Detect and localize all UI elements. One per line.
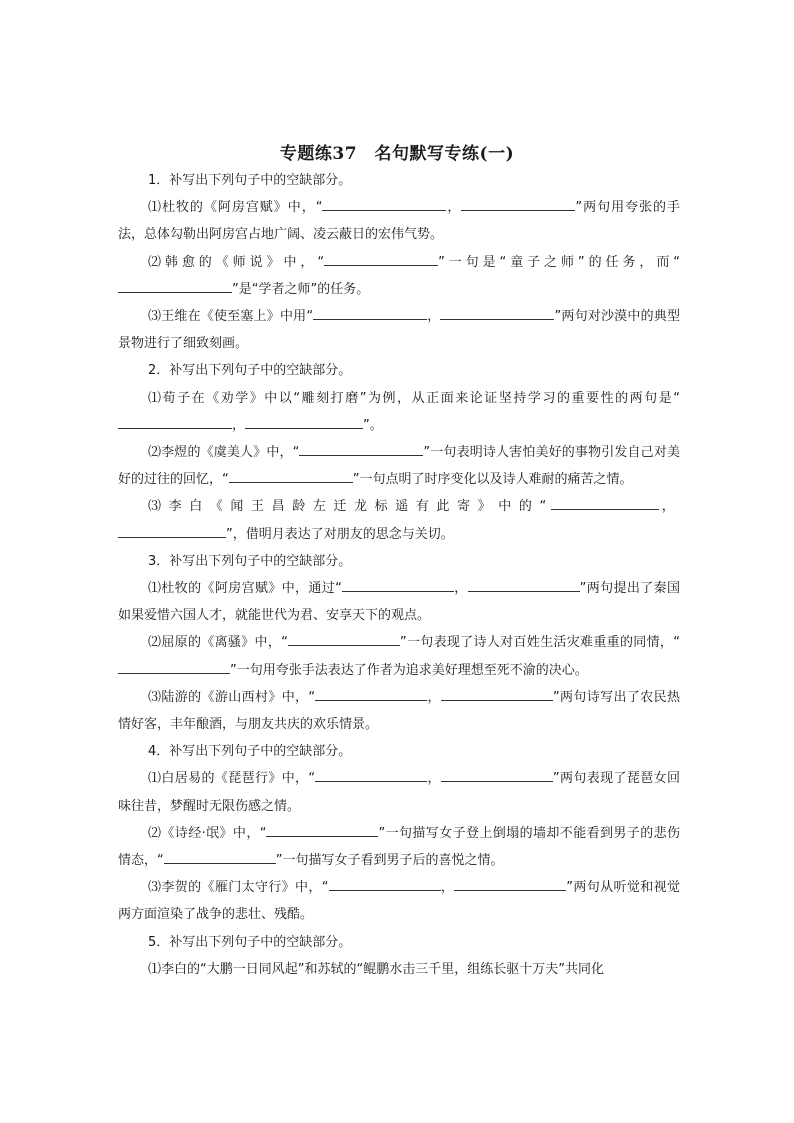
answer-blank[interactable] bbox=[441, 686, 553, 701]
item-text: ”一句表现了诗人对百姓生活灾难重重的同情，“ bbox=[399, 635, 680, 651]
item-text: ”一句点明了时序变化以及诗人难耐的痛苦之情。 bbox=[352, 472, 633, 488]
question-2-item-2 bbox=[118, 439, 680, 493]
answer-blank[interactable] bbox=[118, 659, 230, 674]
answer-blank[interactable] bbox=[245, 414, 363, 429]
answer-blank[interactable] bbox=[454, 876, 566, 891]
item-text: ⑶李白《闻王昌龄左迁龙标遥有此寄》中的“ bbox=[148, 499, 552, 515]
answer-blank[interactable] bbox=[468, 577, 580, 592]
item-text: ⑶王维在《使至塞上》中用“ bbox=[148, 309, 314, 325]
question-2-item-3 bbox=[118, 493, 680, 547]
item-text: ”两句诗写出了农民热情好客，丰年酿酒，与朋友共庆的欢乐情景。 bbox=[118, 689, 680, 733]
question-4-item-3 bbox=[118, 874, 680, 928]
item-text: ， bbox=[427, 771, 441, 787]
question-3-item-2 bbox=[118, 629, 680, 683]
answer-blank[interactable] bbox=[322, 196, 446, 211]
answer-blank[interactable] bbox=[229, 468, 353, 483]
item-text: ⑴杜牧的《阿房宫赋》中，通过“ bbox=[148, 581, 342, 597]
item-text: ⑵韩愈的《师说》中，“ bbox=[148, 254, 325, 270]
answer-blank[interactable] bbox=[315, 686, 427, 701]
item-text: ”一句描写女子登上倒塌的墙却不能看到男子的悲伤情态，“ bbox=[118, 825, 680, 869]
item-text: ， bbox=[453, 581, 468, 597]
item-text: ， bbox=[659, 499, 680, 515]
item-text: ”两句提出了秦国如果爱惜六国人才，就能世代为君、安享天下的观点。 bbox=[118, 581, 680, 624]
answer-blank[interactable] bbox=[266, 822, 378, 837]
item-text: ”，借明月表达了对朋友的思念与关切。 bbox=[226, 526, 454, 542]
answer-blank[interactable] bbox=[164, 849, 276, 864]
item-text: ”两句对沙漠中的典型景物进行了细致刻画。 bbox=[118, 309, 680, 352]
item-text: ”一句表明诗人害怕美好的事物引发自己对美好的过往的回忆，“ bbox=[118, 445, 680, 488]
question-2-heading: 2．补写出下列句子中的空缺部分。 bbox=[148, 363, 352, 379]
answer-blank[interactable] bbox=[440, 305, 554, 320]
item-text: ”两句表现了琵琶女回味往昔，梦醒时无限伤感之情。 bbox=[118, 771, 680, 814]
item-text: ”两句从听觉和视觉两方面渲染了战争的悲壮、残酷。 bbox=[118, 880, 680, 923]
answer-blank[interactable] bbox=[118, 523, 226, 538]
item-text: ”一句是“童子之师”的任务，而“ bbox=[438, 254, 680, 270]
question-4-heading: 4．补写出下列句子中的空缺部分。 bbox=[148, 744, 352, 760]
answer-blank[interactable] bbox=[551, 495, 659, 510]
item-text: ”一句用夸张手法表达了作者为追求美好理想至死不渝的决心。 bbox=[230, 662, 588, 678]
item-text: ， bbox=[427, 689, 441, 705]
answer-blank[interactable] bbox=[461, 196, 575, 211]
answer-blank[interactable] bbox=[324, 251, 438, 266]
item-text: ⑴白居易的《琵琶行》中，“ bbox=[148, 771, 316, 787]
item-text: ， bbox=[232, 417, 246, 433]
answer-blank[interactable] bbox=[313, 305, 427, 320]
item-text: ， bbox=[440, 880, 455, 896]
item-text: ⑵《诗经·氓》中，“ bbox=[148, 825, 267, 841]
question-4-item-2 bbox=[118, 820, 680, 874]
question-1-item-1 bbox=[118, 194, 680, 248]
item-text: ⑶陆游的《游山西村》中，“ bbox=[148, 689, 316, 705]
item-text: ⑴李白的“大鹏一日同风起”和苏轼的“鲲鹏水击三千里，组练长驱十万夫”共同化 bbox=[148, 961, 604, 977]
item-text: ”是“学者之师”的任务。 bbox=[232, 281, 370, 297]
answer-blank[interactable] bbox=[118, 414, 232, 429]
question-5-heading: 5．补写出下列句子中的空缺部分。 bbox=[148, 934, 352, 950]
item-text: ”一句描写女子看到男子后的喜悦之情。 bbox=[275, 853, 504, 869]
question-3-item-3 bbox=[118, 684, 680, 738]
item-text: ， bbox=[427, 309, 441, 325]
answer-blank[interactable] bbox=[118, 278, 232, 293]
page-title: 专题练37 名句默写专练(一) bbox=[279, 144, 515, 164]
answer-blank[interactable] bbox=[441, 767, 553, 782]
answer-blank[interactable] bbox=[315, 767, 427, 782]
item-text: ”。 bbox=[363, 417, 383, 433]
answer-blank[interactable] bbox=[288, 631, 400, 646]
item-text: ， bbox=[446, 200, 462, 216]
question-1-heading: 1．补写出下列句子中的空缺部分。 bbox=[148, 173, 352, 188]
answer-blank[interactable] bbox=[342, 577, 454, 592]
question-3-item-1 bbox=[118, 575, 680, 629]
answer-blank[interactable] bbox=[329, 876, 441, 891]
item-text: ⑴荀子在《劝学》中以“雕刻打磨”为例，从正面来论证坚持学习的重要性的两句是“ bbox=[148, 390, 680, 406]
question-1-item-3 bbox=[118, 303, 680, 357]
question-list bbox=[118, 167, 680, 983]
item-text: ⑴杜牧的《阿房宫赋》中，“ bbox=[148, 200, 323, 216]
item-text: ⑵屈原的《离骚》中，“ bbox=[148, 635, 288, 651]
question-4-item-1 bbox=[118, 765, 680, 819]
question-2-item-1 bbox=[118, 385, 680, 439]
answer-blank[interactable] bbox=[299, 441, 423, 456]
question-1-item-2 bbox=[118, 249, 680, 303]
question-3-heading: 3．补写出下列句子中的空缺部分。 bbox=[148, 553, 352, 569]
item-text: ⑵李煜的《虞美人》中，“ bbox=[148, 445, 300, 461]
item-text: ⑶李贺的《雁门太守行》中，“ bbox=[148, 880, 329, 896]
question-5-item-1 bbox=[118, 956, 680, 983]
item-text: ”两句用夸张的手法，总体勾勒出阿房宫占地广阔、凌云蔽日的宏伟气势。 bbox=[118, 200, 680, 243]
